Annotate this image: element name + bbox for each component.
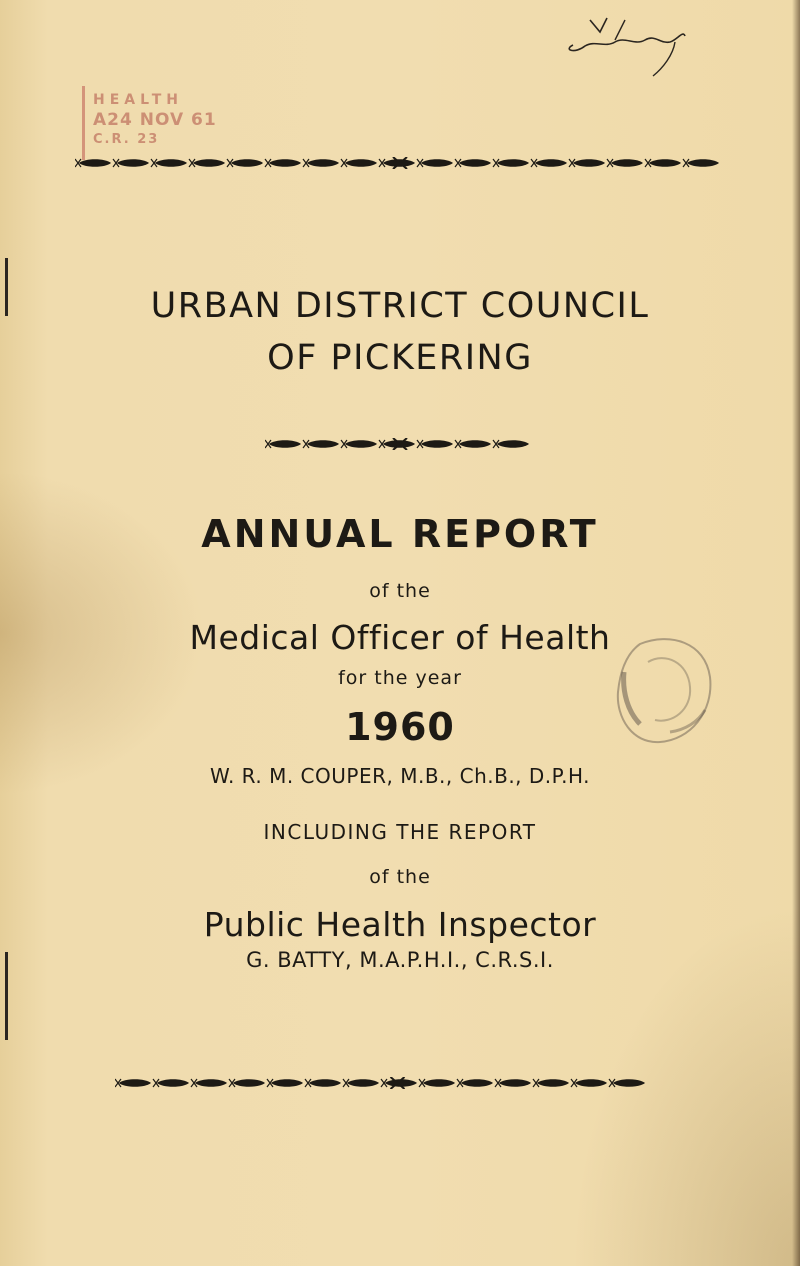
- decorative-rule-middle: [265, 438, 535, 450]
- report-title: ANNUAL REPORT: [201, 512, 599, 556]
- received-stamp: [82, 86, 223, 160]
- including-report-text: INCLUDING THE REPORT: [263, 820, 537, 844]
- library-seal-stamp: [610, 632, 716, 748]
- decorative-rule-top: [75, 157, 725, 169]
- officer-name: W. R. M. COUPER, M.B., Ch.B., D.P.H.: [209, 764, 591, 788]
- report-year: 1960: [345, 705, 455, 749]
- officer-title: Medical Officer of Health: [189, 618, 611, 657]
- of-the-text-2: of the: [369, 866, 431, 888]
- decorative-rule-bottom: [115, 1077, 680, 1089]
- stamp-line-2: A24 NOV 61: [93, 110, 217, 130]
- stamp-line-1: HEALTH: [93, 92, 183, 108]
- for-the-year-text: for the year: [338, 667, 462, 689]
- inspector-title: Public Health Inspector: [203, 905, 597, 944]
- council-name-line-1: URBAN DISTRICT COUNCIL: [150, 286, 650, 326]
- of-the-text-1: of the: [369, 580, 431, 602]
- handwritten-signature: [555, 0, 705, 80]
- inspector-name: G. BATTY, M.A.P.H.I., C.R.S.I.: [246, 948, 554, 972]
- stamp-line-3: C.R. 23: [93, 132, 160, 147]
- council-name-line-2: OF PICKERING: [267, 338, 533, 378]
